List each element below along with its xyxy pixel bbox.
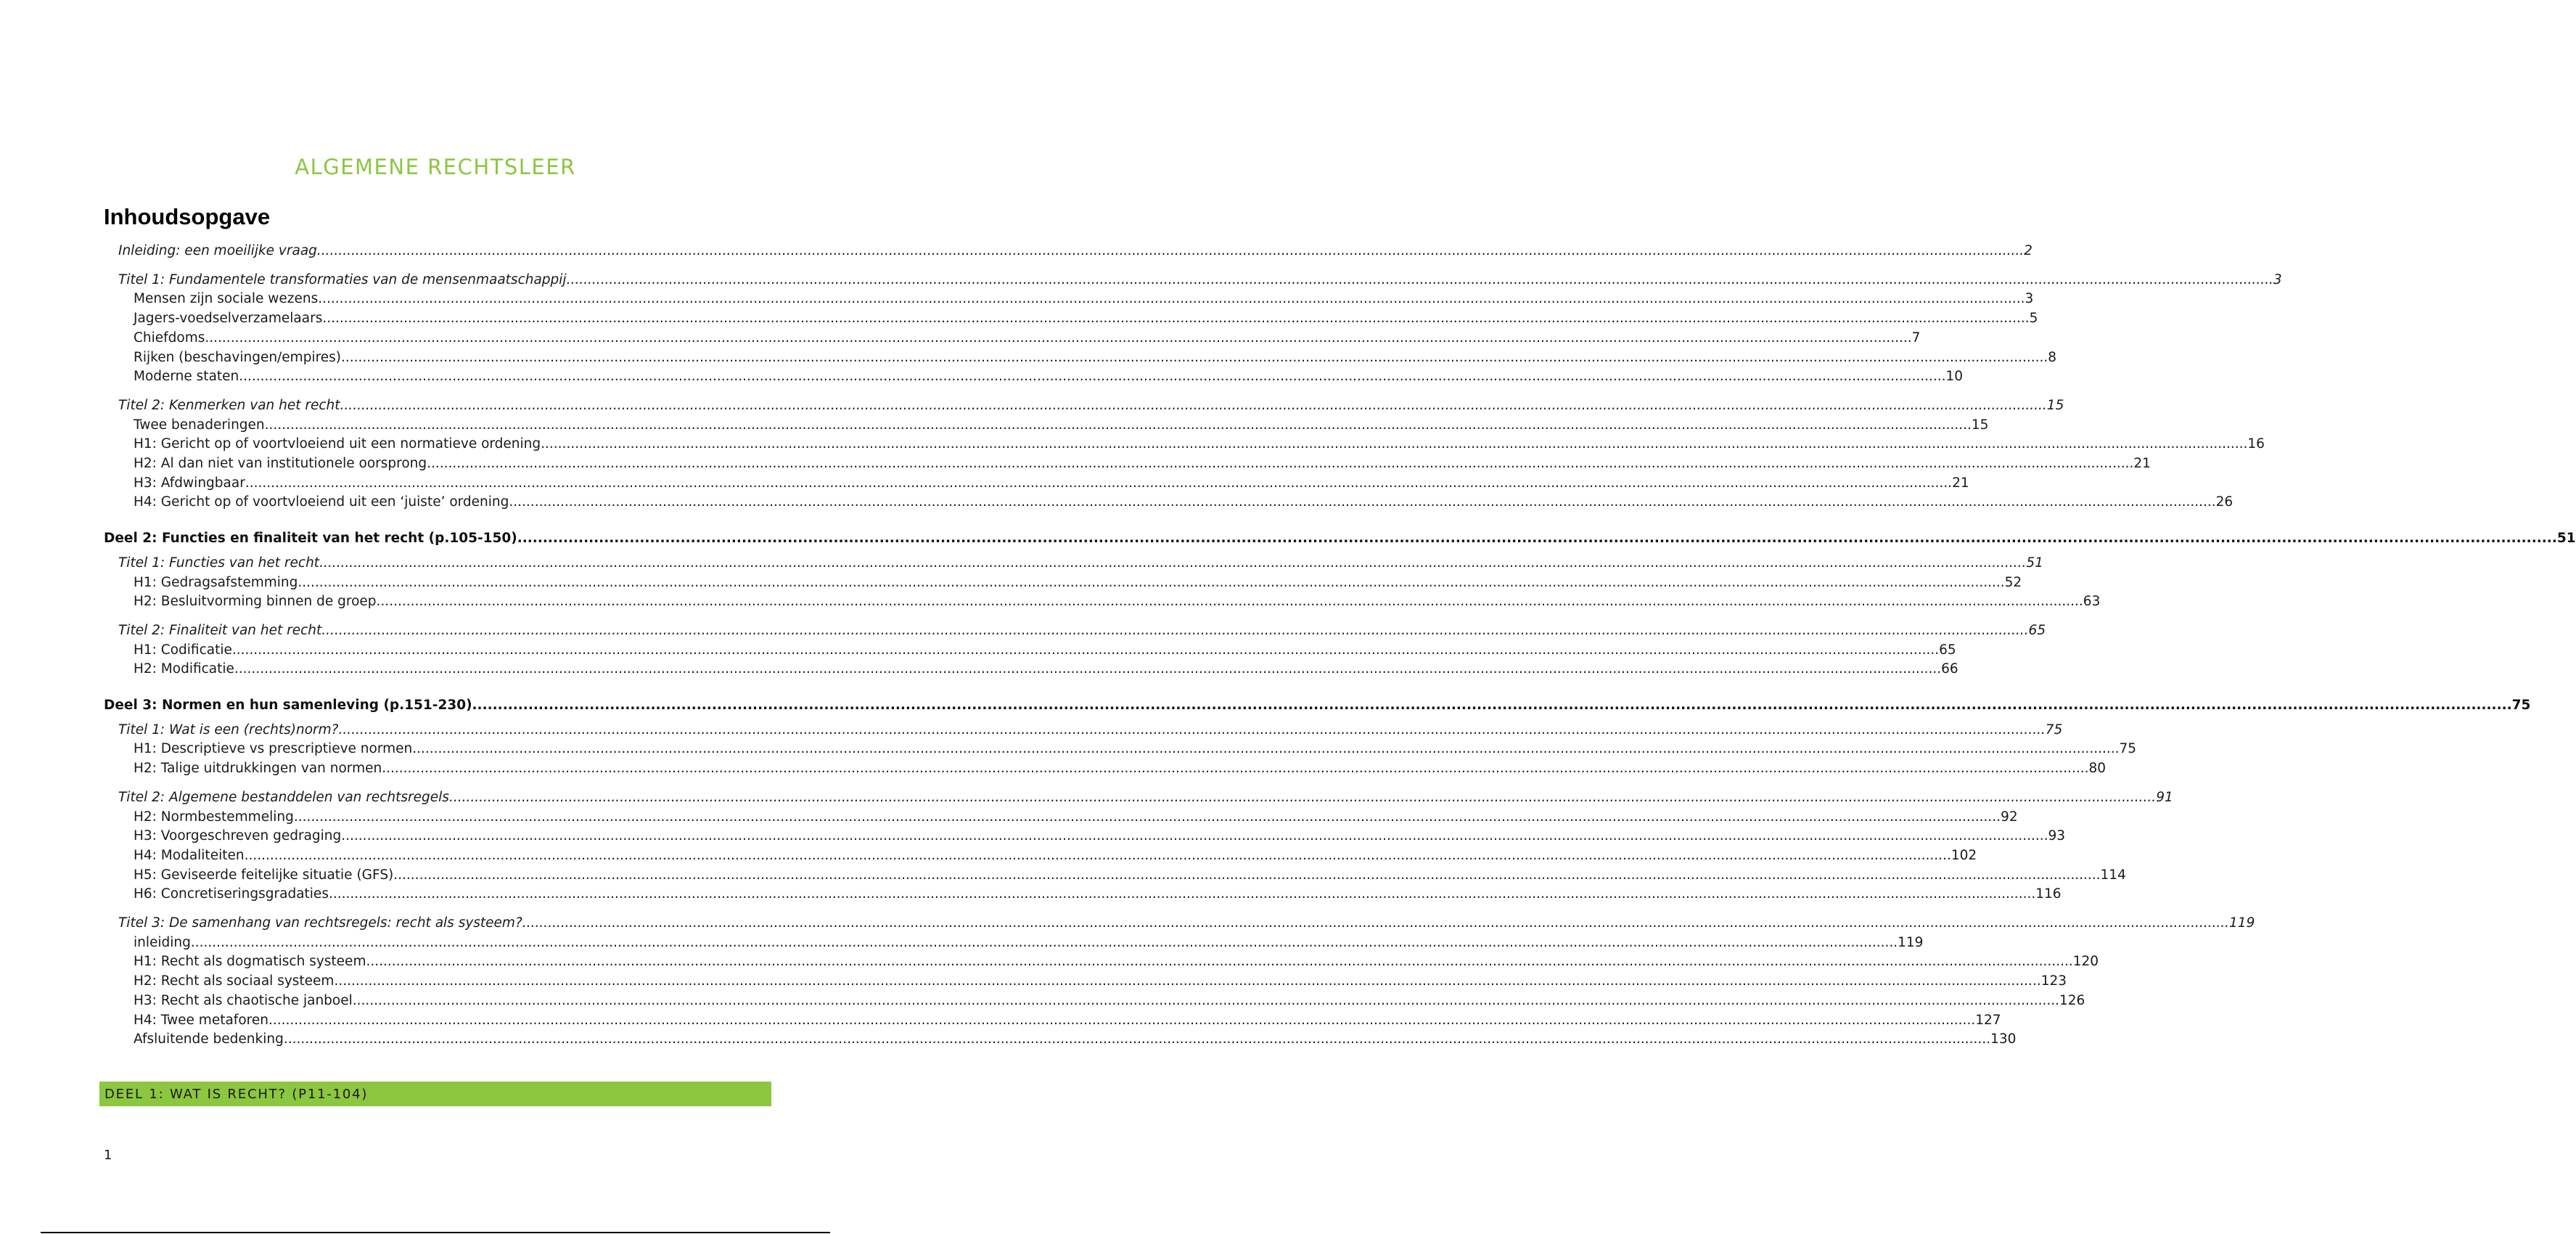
toc-leader-dots: ................................................................................................................................................................................................................................................................................................................................................................................................................ — [517, 531, 2557, 547]
toc-entry-text: H3: Voorgeschreven gedraging — [134, 828, 342, 844]
toc-entry[interactable] — [104, 885, 2062, 904]
toc-entry-page: 51 — [2026, 555, 2043, 571]
footer-divider — [41, 1232, 830, 1233]
toc-leader-dots: ................................................................................................................................................................................................................................................................................................................................................................................................................ — [319, 555, 2027, 571]
toc-leader-dots: ................................................................................................................................................................................................................................................................................................................................................................................................................ — [293, 809, 2001, 825]
toc-entry[interactable] — [104, 846, 1977, 865]
toc-leader-dots: ................................................................................................................................................................................................................................................................................................................................................................................................................ — [340, 397, 2047, 413]
section-heading-label: DEEL 1: WAT IS RECHT? (P11-104) — [104, 1086, 369, 1102]
toc-entry-page: 123 — [2040, 973, 2067, 989]
toc-entry-page: 10 — [1945, 369, 1964, 385]
toc-leader-dots: ................................................................................................................................................................................................................................................................................................................................................................................................................ — [234, 661, 1942, 677]
toc-entry-page: 75 — [2511, 698, 2531, 713]
toc-entry-page: 130 — [1990, 1031, 2017, 1047]
toc-entry-text: H4: Gericht op of voortvloeiend uit een ‘juiste’ ordening — [134, 494, 509, 510]
toc-entry-page: 93 — [2048, 828, 2066, 844]
toc-leader-dots: ................................................................................................................................................................................................................................................................................................................................................................................................................ — [245, 475, 1953, 491]
toc-entry[interactable] — [104, 1011, 2001, 1030]
toc-leader-dots: ................................................................................................................................................................................................................................................................................................................................................................................................................ — [239, 369, 1946, 385]
toc-entry-text: H2: Recht als sociaal systeem — [134, 973, 335, 989]
toc-entry-text: H2: Normbestemmeling — [134, 809, 294, 825]
toc-entry-text: Chiefdoms — [134, 330, 205, 346]
toc-entry-page: 80 — [2088, 761, 2107, 777]
toc-leader-dots: ................................................................................................................................................................................................................................................................................................................................................................................................................ — [316, 243, 2025, 258]
toc-entry-text: Twee benaderingen — [134, 417, 265, 433]
toc-entry[interactable] — [104, 290, 2034, 308]
toc-entry[interactable] — [104, 788, 2173, 807]
toc-leader-dots: ................................................................................................................................................................................................................................................................................................................................................................................................................ — [541, 436, 2248, 452]
toc-entry[interactable] — [104, 529, 2576, 548]
toc-entry-text: Moderne staten — [134, 369, 239, 385]
toc-entry[interactable] — [104, 242, 2033, 261]
toc-entry-text: Titel 2: Finaliteit van het recht — [118, 622, 322, 638]
toc-leader-dots: ................................................................................................................................................................................................................................................................................................................................................................................................................ — [190, 934, 1898, 950]
toc-leader-dots: ................................................................................................................................................................................................................................................................................................................................................................................................................ — [322, 311, 2030, 327]
toc-entry-page: 114 — [2100, 867, 2126, 883]
toc-leader-dots: ................................................................................................................................................................................................................................................................................................................................................................................................................ — [318, 291, 2025, 307]
toc-leader-dots: ................................................................................................................................................................................................................................................................................................................................................................................................................ — [244, 847, 1951, 863]
toc-entry-page: 63 — [2083, 594, 2101, 610]
toc-entry[interactable] — [104, 573, 2022, 592]
toc-entry-page: 92 — [2001, 809, 2018, 825]
toc-leader-dots: ................................................................................................................................................................................................................................................................................................................................................................................................................ — [268, 1012, 1976, 1028]
toc-entry-page: 65 — [1939, 642, 1956, 658]
toc-entry[interactable] — [104, 309, 2038, 328]
toc-leader-dots: ................................................................................................................................................................................................................................................................................................................................................................................................................ — [283, 1031, 1991, 1047]
toc-entry-text: H1: Codificatie — [134, 642, 232, 658]
toc-entry-text: Titel 2: Kenmerken van het recht — [118, 397, 340, 413]
toc-entry-text: H6: Concretiseringsgradaties — [134, 886, 329, 902]
toc-entry[interactable] — [104, 474, 1969, 493]
toc-entry-page: 21 — [1952, 475, 1969, 491]
toc-heading: Inhoudsopgave — [104, 204, 271, 229]
toc-entry[interactable] — [104, 721, 2063, 740]
toc-leader-dots: ................................................................................................................................................................................................................................................................................................................................................................................................................ — [412, 741, 2120, 757]
toc-entry[interactable] — [104, 592, 2101, 611]
toc-entry-text: H1: Gedragsafstemming — [134, 574, 298, 590]
toc-entry-text: H2: Al dan niet van institutionele oorsprong — [134, 456, 427, 471]
toc-entry[interactable] — [104, 621, 2046, 640]
toc-leader-dots: ................................................................................................................................................................................................................................................................................................................................................................................................................ — [298, 574, 2005, 590]
toc-entry[interactable] — [104, 992, 2085, 1010]
toc-entry-text: Deel 2: Functies en finaliteit van het recht (p.105-150) — [104, 531, 517, 547]
toc-entry[interactable] — [104, 866, 2126, 885]
toc-leader-dots: ................................................................................................................................................................................................................................................................................................................................................................................................................ — [522, 915, 2230, 931]
toc-entry-page: 126 — [2059, 992, 2085, 1008]
toc-entry-text: Rijken (beschavingen/empires) — [134, 349, 342, 365]
toc-entry-text: Titel 1: Wat is een (rechts)norm? — [118, 722, 339, 737]
toc-leader-dots: ................................................................................................................................................................................................................................................................................................................................................................................................................ — [352, 992, 2060, 1008]
toc-entry-text: H4: Modaliteiten — [134, 847, 245, 863]
toc-entry-text: Afsluitende bedenking — [134, 1031, 284, 1047]
toc-entry-text: H1: Recht als dogmatisch systeem — [134, 954, 366, 970]
toc-entry[interactable] — [104, 827, 2066, 846]
toc-entry-text: H5: Geviseerde feitelijke situatie (GFS) — [134, 867, 394, 883]
toc-leader-dots: ................................................................................................................................................................................................................................................................................................................................................................................................................ — [472, 698, 2512, 713]
toc-entry-page: 91 — [2156, 789, 2173, 805]
toc-leader-dots: ................................................................................................................................................................................................................................................................................................................................................................................................................ — [566, 271, 2273, 287]
toc-leader-dots: ................................................................................................................................................................................................................................................................................................................................................................................................................ — [341, 828, 2048, 844]
toc-entry-text: inleiding — [134, 934, 191, 950]
toc-entry-text: H3: Afdwingbaar — [134, 475, 245, 491]
toc-entry-page: 102 — [1951, 847, 1977, 863]
page-number: 1 — [104, 1148, 112, 1163]
toc-entry[interactable] — [104, 493, 2234, 512]
toc-entry-page: 52 — [2004, 574, 2022, 590]
toc-entry-text: Titel 1: Fundamentele transformaties van de mensenmaatschappij — [118, 271, 567, 287]
toc-leader-dots: ................................................................................................................................................................................................................................................................................................................................................................................................................ — [328, 886, 2036, 902]
toc-entry-text: H4: Twee metaforen — [134, 1012, 268, 1028]
toc-entry-page: 2 — [2024, 243, 2033, 258]
toc-entry-text: H3: Recht als chaotische janboel — [134, 992, 353, 1008]
toc-entry[interactable] — [104, 271, 2282, 290]
toc-leader-dots: ................................................................................................................................................................................................................................................................................................................................................................................................................ — [321, 622, 2029, 638]
toc-entry-page: 75 — [2119, 741, 2137, 757]
toc-entry-page: 3 — [2273, 271, 2282, 287]
toc-leader-dots: ................................................................................................................................................................................................................................................................................................................................................................................................................ — [448, 789, 2157, 805]
toc-leader-dots: ................................................................................................................................................................................................................................................................................................................................................................................................................ — [334, 973, 2041, 989]
toc-entry-page: 75 — [2045, 722, 2063, 737]
toc-entry-text: H2: Modificatie — [134, 661, 234, 677]
toc-entry-text: Mensen zijn sociale wezens — [134, 291, 319, 307]
toc-entry[interactable] — [104, 435, 2265, 454]
toc-entry[interactable] — [104, 759, 2107, 778]
toc-entry[interactable] — [104, 808, 2018, 827]
toc-entry[interactable] — [104, 952, 2099, 971]
toc-entry-page: 7 — [1911, 330, 1921, 346]
toc-entry[interactable] — [104, 348, 2057, 367]
toc-entry-text: H1: Descriptieve vs prescriptieve normen — [134, 741, 413, 757]
toc-entry[interactable] — [104, 367, 1964, 386]
toc-entry-page: 21 — [2133, 456, 2151, 471]
toc-entry-text: Titel 1: Functies van het recht — [118, 555, 320, 571]
toc-entry-page: 51 — [2556, 531, 2576, 547]
toc-entry[interactable] — [104, 641, 1956, 660]
toc-entry-text: H1: Gericht op of voortvloeiend uit een normatieve ordening — [134, 436, 541, 452]
toc-entry-page: 116 — [2035, 886, 2062, 902]
toc-leader-dots: ................................................................................................................................................................................................................................................................................................................................................................................................................ — [231, 642, 1940, 658]
toc-entry-page: 16 — [2247, 436, 2265, 452]
toc-entry-page: 15 — [2046, 397, 2064, 413]
section-heading-bar — [99, 1082, 771, 1106]
toc-entry-page: 66 — [1941, 661, 1958, 677]
toc-entry-text: H2: Talige uitdrukkingen van normen — [134, 761, 382, 777]
toc-leader-dots: ................................................................................................................................................................................................................................................................................................................................................................................................................ — [341, 349, 2048, 365]
toc-leader-dots: ................................................................................................................................................................................................................................................................................................................................................................................................................ — [264, 417, 1972, 433]
toc-entry-page: 65 — [2028, 622, 2046, 638]
toc-entry[interactable] — [104, 933, 1924, 952]
toc-leader-dots: ................................................................................................................................................................................................................................................................................................................................................................................................................ — [205, 330, 1912, 346]
toc-entry-page: 3 — [2025, 291, 2034, 307]
toc-entry-page: 8 — [2048, 349, 2057, 365]
toc-entry-page: 15 — [1971, 417, 1989, 433]
toc-entry-text: Deel 3: Normen en hun samenleving (p.151-230) — [104, 698, 472, 713]
toc-leader-dots: ................................................................................................................................................................................................................................................................................................................................................................................................................ — [427, 456, 2134, 471]
toc-entry-text: Inleiding: een moeilijke vraag — [118, 243, 317, 258]
toc-leader-dots: ................................................................................................................................................................................................................................................................................................................................................................................................................ — [509, 494, 2216, 510]
toc-entry[interactable] — [104, 660, 1958, 679]
toc-entry[interactable] — [104, 972, 2067, 991]
toc-entry[interactable] — [104, 1030, 2017, 1049]
toc-entry[interactable] — [104, 416, 1989, 435]
toc-entry-text: Jagers-voedselverzamelaars — [134, 311, 323, 327]
toc-entry-page: 127 — [1975, 1012, 2001, 1028]
toc-entry[interactable] — [104, 454, 2151, 473]
toc-entry-page: 26 — [2215, 494, 2234, 510]
toc-leader-dots: ................................................................................................................................................................................................................................................................................................................................................................................................................ — [338, 722, 2046, 737]
toc-entry-text: Titel 3: De samenhang van rechtsregels: recht als systeem? — [118, 915, 522, 931]
document-title: ALGEMENE RECHTSLEER — [295, 155, 576, 179]
toc-leader-dots: ................................................................................................................................................................................................................................................................................................................................................................................................................ — [376, 594, 2083, 610]
toc-leader-dots: ................................................................................................................................................................................................................................................................................................................................................................................................................ — [366, 954, 2073, 970]
toc-entry-page: 119 — [2229, 915, 2255, 931]
toc-entry[interactable] — [104, 914, 2255, 933]
toc-entry-page: 119 — [1898, 934, 1924, 950]
toc-leader-dots: ................................................................................................................................................................................................................................................................................................................................................................................................................ — [393, 867, 2101, 883]
toc-entry-page: 5 — [2029, 311, 2038, 327]
toc-leader-dots: ................................................................................................................................................................................................................................................................................................................................................................................................................ — [382, 761, 2089, 777]
toc-entry[interactable] — [104, 740, 2137, 759]
toc-entry[interactable] — [104, 696, 2531, 715]
toc-entry-page: 120 — [2072, 954, 2099, 970]
toc-entry[interactable] — [104, 554, 2043, 573]
toc-entry[interactable] — [104, 329, 1921, 348]
toc-entry[interactable] — [104, 396, 2064, 415]
toc-entry-text: H2: Besluitvorming binnen de groep — [134, 594, 377, 610]
toc-entry-text: Titel 2: Algemene bestanddelen van rechtsregels — [118, 789, 449, 805]
